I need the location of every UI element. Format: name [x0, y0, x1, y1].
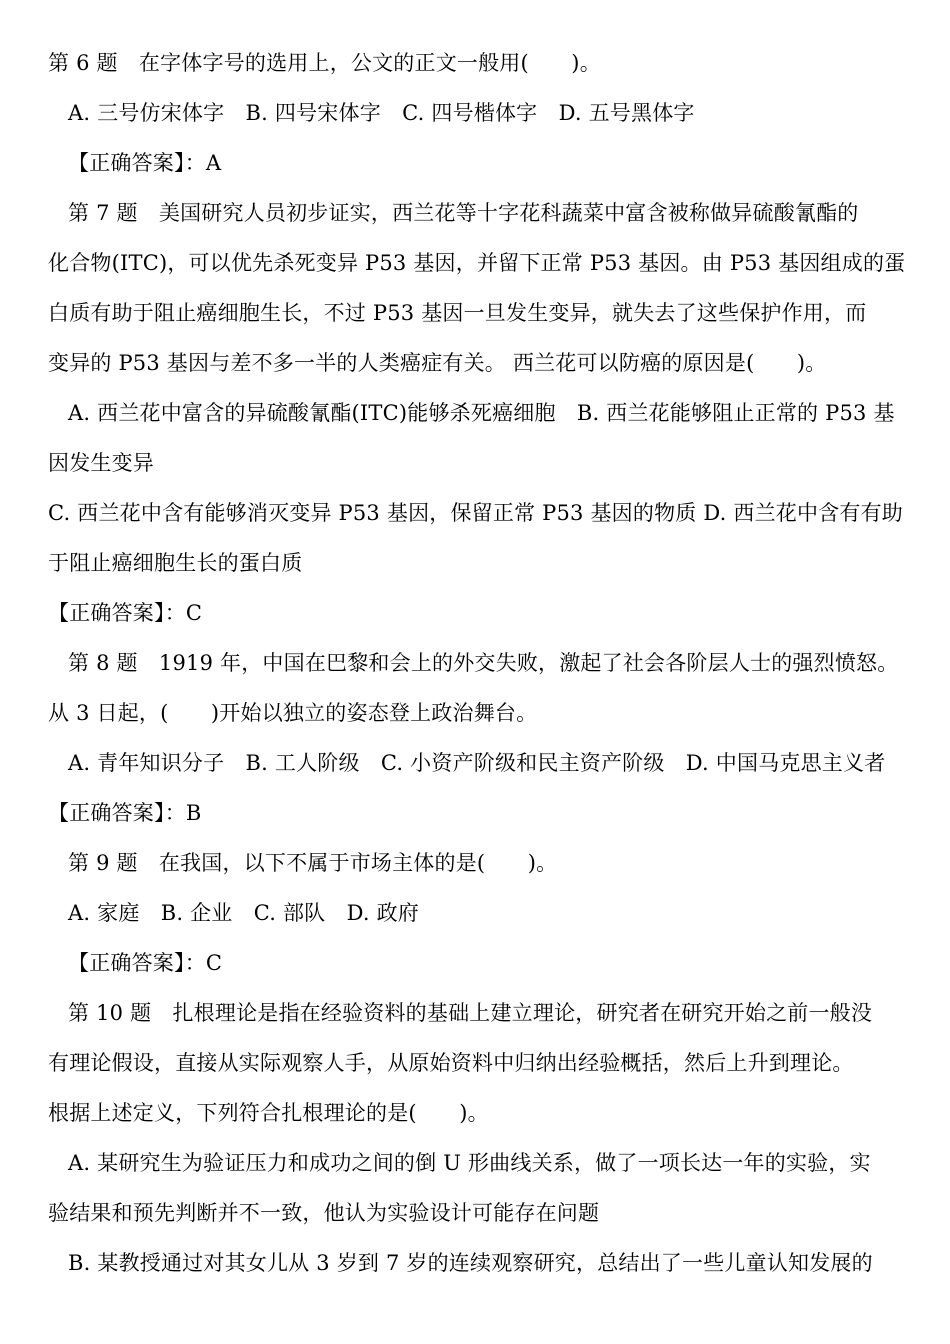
question-9-options: A. 家庭 B. 企业 C. 部队 D. 政府 [68, 901, 420, 925]
question-7-stem-line-1: 第 7 题 美国研究人员初步证实，西兰花等十字花科蔬菜中富含被称做异硫酸氰酯的 [68, 201, 859, 225]
question-6-answer: 【正确答案】：A [68, 151, 222, 175]
question-7-options-line-1: A. 西兰花中富含的异硫酸氰酯(ITC)能够杀死癌细胞 B. 西兰花能够阻止正常的 P53 基 [68, 401, 895, 425]
question-7-options-line-3: C. 西兰花中含有能够消灭变异 P53 基因，保留正常 P53 基因的物质 D. 西兰花中含有有助 [48, 501, 903, 525]
question-10-stem-line-1: 第 10 题 扎根理论是指在经验资料的基础上建立理论，研究者在研究开始之前一般没 [68, 1001, 873, 1025]
question-6-options: A. 三号仿宋体字 B. 四号宋体字 C. 四号楷体字 D. 五号黑体字 [68, 101, 695, 125]
question-8-answer: 【正确答案】：B [48, 801, 202, 825]
question-6-stem: 第 6 题 在字体字号的选用上，公文的正文一般用( )。 [48, 51, 601, 75]
question-9-answer: 【正确答案】：C [68, 951, 223, 975]
question-10-option-b-line-1: B. 某教授通过对其女儿从 3 岁到 7 岁的连续观察研究，总结出了一些儿童认知发展的 [68, 1251, 873, 1275]
question-9-stem: 第 9 题 在我国，以下不属于市场主体的是( )。 [68, 851, 558, 875]
question-10-stem-line-2: 有理论假设，直接从实际观察人手，从原始资料中归纳出经验概括，然后上升到理论。 [48, 1051, 854, 1075]
question-10-option-a-line-2: 验结果和预先判断并不一致，他认为实验设计可能存在问题 [48, 1201, 600, 1225]
question-8-stem-line-1: 第 8 题 1919 年，中国在巴黎和会上的外交失败，激起了社会各阶层人士的强烈愤怒。 [68, 651, 899, 675]
question-7-stem-line-3: 白质有助于阻止癌细胞生长，不过 P53 基因一旦发生变异，就失去了这些保护作用，而 [48, 301, 867, 325]
question-8-stem-line-2: 从 3 日起，( )开始以独立的姿态登上政治舞台。 [48, 701, 538, 725]
question-7-options-line-2: 因发生变异 [48, 451, 154, 475]
question-10-option-a-line-1: A. 某研究生为验证压力和成功之间的倒 U 形曲线关系，做了一项长达一年的实验，实 [68, 1151, 871, 1175]
question-7-answer: 【正确答案】：C [48, 601, 203, 625]
question-10-stem-line-3: 根据上述定义，下列符合扎根理论的是( )。 [48, 1101, 489, 1125]
question-7-stem-line-4: 变异的 P53 基因与差不多一半的人类癌症有关。 西兰花可以防癌的原因是( )。 [48, 351, 827, 375]
question-8-options: A. 青年知识分子 B. 工人阶级 C. 小资产阶级和民主资产阶级 D. 中国马克思主义者 [68, 751, 886, 775]
question-7-options-line-4: 于阻止癌细胞生长的蛋白质 [48, 551, 303, 575]
question-7-stem-line-2: 化合物(ITC)，可以优先杀死变异 P53 基因，并留下正常 P53 基因。由 P53 基因组成的蛋 [48, 251, 906, 275]
